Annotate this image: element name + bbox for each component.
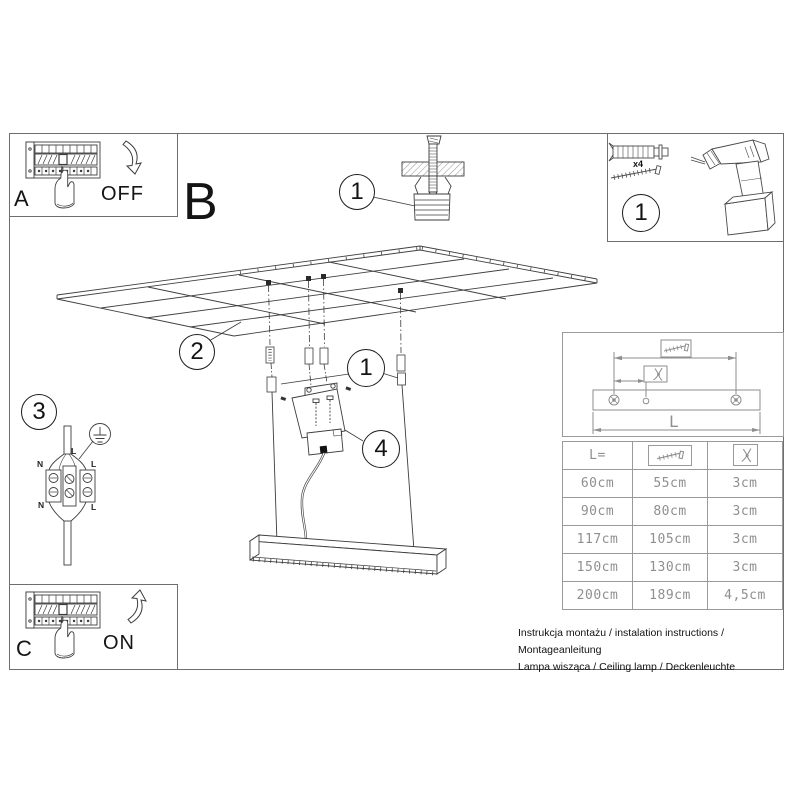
power-on-label: ON <box>103 632 135 654</box>
callout-suspension-number: 1 <box>359 354 373 381</box>
panel-a-label: A <box>14 186 29 211</box>
table-cell: 3cm <box>708 470 783 498</box>
wiring-label-bottom-l: L <box>91 502 97 512</box>
size-table-row <box>563 470 783 498</box>
callout-hardware-number: 1 <box>634 199 648 226</box>
table-cell: 4,5cm <box>708 582 783 610</box>
table-cell: 105cm <box>633 526 708 554</box>
caption-line-1: Instrukcja montażu / instalation instructions / Montageanleitung <box>518 627 725 656</box>
table-cell: 200cm <box>563 582 633 610</box>
panel-a-box <box>9 133 178 217</box>
table-cell: 90cm <box>563 498 633 526</box>
wiring-label-bottom-n: N <box>38 500 45 510</box>
table-cell: 80cm <box>633 498 708 526</box>
table-cell: 117cm <box>563 526 633 554</box>
callout-grid-number: 2 <box>190 338 204 365</box>
dowel-quantity: x4 <box>633 159 644 169</box>
table-cell: 3cm <box>708 526 783 554</box>
power-off-label: OFF <box>101 183 144 205</box>
length-header-text: L= <box>589 448 606 463</box>
panel-c-label: C <box>16 636 32 661</box>
length-dimension-label: L <box>669 412 679 431</box>
size-table-row <box>563 554 783 582</box>
wiring-label-top-l: L <box>91 459 97 469</box>
table-cell: 189cm <box>633 582 708 610</box>
wiring-label-top-n: N <box>37 459 44 469</box>
callout-hardware-kit <box>622 194 660 232</box>
size-table-header-row <box>563 442 783 470</box>
cutters-icon <box>733 444 758 466</box>
size-table-row <box>563 526 783 554</box>
table-cell: 130cm <box>633 554 708 582</box>
wiring-label-input-l: L <box>71 446 77 456</box>
size-table <box>562 441 783 610</box>
caption-line-2: Lampa wisząca / Ceiling lamp / Deckenleuchte <box>518 661 736 673</box>
table-cell: 55cm <box>633 470 708 498</box>
size-table-row <box>563 498 783 526</box>
callout-ceiling-grid <box>179 334 215 370</box>
callout-anchor <box>339 174 375 210</box>
callout-anchor-number: 1 <box>350 178 364 205</box>
table-header-cut-length <box>708 442 783 470</box>
table-header-screw-distance <box>633 442 708 470</box>
size-table-row <box>563 582 783 610</box>
caption <box>518 625 800 676</box>
callout-canopy <box>362 430 400 468</box>
table-cell: 150cm <box>563 554 633 582</box>
callout-suspension <box>347 349 385 387</box>
callout-wiring <box>21 394 57 430</box>
table-header-length <box>563 442 633 470</box>
step-b-label: B <box>183 173 218 231</box>
callout-canopy-number: 4 <box>374 435 388 462</box>
table-cell: 3cm <box>708 554 783 582</box>
table-cell: 3cm <box>708 498 783 526</box>
callout-wiring-number: 3 <box>32 398 46 425</box>
table-cell: 60cm <box>563 470 633 498</box>
panel-c-box <box>9 584 178 670</box>
screw-icon <box>648 445 692 466</box>
